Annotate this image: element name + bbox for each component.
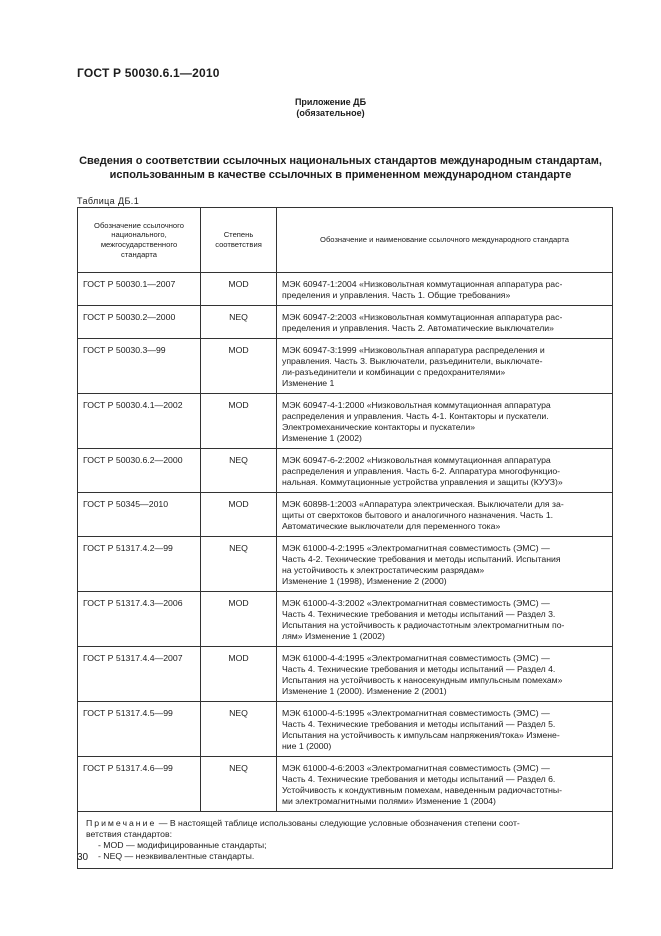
cell-line: ми электромагнитными полями» Изменение 1 (2004) (282, 796, 496, 806)
national-standard-cell: ГОСТ Р 51317.4.3—2006 (78, 592, 201, 647)
cell-line: МЭК 60947-4-1:2000 «Низковольтная коммутационная аппаратура (282, 400, 551, 410)
table-row (78, 339, 613, 394)
cell-line: щиты от сверхтоков бытового и аналогичного назначения. Часть 1. (282, 510, 554, 520)
international-standard-cell (277, 537, 613, 592)
cell-line: МЭК 61000-4-3:2002 «Электромагнитная совместимость (ЭМС) — (282, 598, 550, 608)
cell-line: Автоматические выключатели для переменного тока» (282, 521, 501, 531)
annex-title: Приложение ДБ (294, 97, 367, 107)
international-standard-cell (277, 449, 613, 493)
cell-line: на устойчивость к электростатическим разрядам» (282, 565, 485, 575)
cell-line: Испытания на устойчивость к импульсам напряжения/тока» Измене- (282, 730, 560, 740)
table-row (78, 537, 613, 592)
cell-line: ли-разъединители и комбинации с предохранителями» (282, 367, 506, 377)
international-standard-cell (277, 757, 613, 812)
degree-cell: NEQ (201, 449, 277, 493)
degree-cell: MOD (201, 592, 277, 647)
cell-line: лям» Изменение 1 (2002) (282, 631, 385, 641)
annex-status: (обязательное) (296, 108, 365, 118)
cell-line: МЭК 61000-4-2:1995 «Электромагнитная совместимость (ЭМС) — (282, 543, 550, 553)
degree-cell: MOD (201, 493, 277, 537)
national-standard-cell: ГОСТ Р 51317.4.2—99 (78, 537, 201, 592)
national-standard-cell: ГОСТ Р 50030.6.2—2000 (78, 449, 201, 493)
table-row (78, 306, 613, 339)
standard-code-header: ГОСТ Р 50030.6.1—2010 (77, 66, 220, 80)
header-line: соответствия (215, 240, 262, 249)
note-text: — В настоящей таблице использованы следующие условные обозначения степени соот- (158, 818, 520, 828)
degree-cell: MOD (201, 273, 277, 306)
cell-line: нальная. Коммутационные устройства управления и защиты (КУУЗ)» (282, 477, 563, 487)
table-row (78, 592, 613, 647)
international-standard-cell (277, 339, 613, 394)
cell-line: МЭК 61000-4-6:2003 «Электромагнитная совместимость (ЭМС) — (282, 763, 550, 773)
national-standard-cell: ГОСТ Р 50030.4.1—2002 (78, 394, 201, 449)
international-standard-cell (277, 592, 613, 647)
international-standard-cell (277, 394, 613, 449)
degree-cell: NEQ (201, 757, 277, 812)
header-degree (201, 208, 277, 273)
cell-line: МЭК 60947-2:2003 «Низковольтная коммутационная аппаратура рас- (282, 312, 563, 322)
national-standard-cell: ГОСТ Р 50030.2—2000 (78, 306, 201, 339)
international-standard-cell (277, 273, 613, 306)
table-note (78, 812, 613, 869)
section-title (60, 154, 621, 182)
cell-line: Изменение 1 (2000). Изменение 2 (2001) (282, 686, 447, 696)
page-number: 30 (77, 852, 89, 863)
header-line: Обозначение ссылочного (94, 220, 184, 230)
cell-line: пределения и управления. Часть 1. Общие требования» (282, 290, 511, 300)
cell-line: Изменение 1 (2002) (282, 433, 362, 443)
table-note-row (78, 812, 613, 869)
national-standard-cell: ГОСТ Р 51317.4.5—99 (78, 702, 201, 757)
table-row (78, 394, 613, 449)
cell-line: МЭК 61000-4-5:1995 «Электромагнитная совместимость (ЭМС) — (282, 708, 550, 718)
cell-line: управления. Часть 3. Выключатели, разъединители, выключате- (282, 356, 543, 366)
header-international-standard (277, 208, 613, 273)
note-label: Примечание (86, 818, 157, 828)
section-title-line: Сведения о соответствии ссылочных национальных стандартов международным стандартам, (79, 155, 602, 167)
cell-line: пределения и управления. Часть 2. Автоматические выключатели» (282, 323, 554, 333)
cell-line: Устойчивость к кондуктивным помехам, наведенным радиочастотны- (282, 785, 563, 795)
table-header-row (78, 208, 613, 273)
international-standard-cell (277, 493, 613, 537)
degree-cell: NEQ (201, 537, 277, 592)
cell-line: МЭК 60898-1:2003 «Аппаратура электрическая. Выключатели для за- (282, 499, 564, 509)
degree-cell: MOD (201, 394, 277, 449)
cell-line: распределения и управления. Часть 6-2. Аппаратура многофункцио- (282, 466, 561, 476)
cell-line: ние 1 (2000) (282, 741, 332, 751)
table-row (78, 702, 613, 757)
note-item-mod: - MOD — модифицированные стандарты; (98, 840, 267, 850)
cell-line: Часть 4. Технические требования и методы испытаний — Раздел 3. (282, 609, 556, 619)
cell-line: МЭК 60947-1:2004 «Низковольтная коммутационная аппаратура рас- (282, 279, 563, 289)
header-line: стандарта (121, 249, 157, 259)
table-row (78, 493, 613, 537)
national-standard-cell: ГОСТ Р 50030.1—2007 (78, 273, 201, 306)
international-standard-cell (277, 647, 613, 702)
cell-line: Изменение 1 (1998), Изменение 2 (2000) (282, 576, 447, 586)
header-line: национального, (111, 230, 167, 240)
cell-line: Часть 4. Технические требования и методы испытаний — Раздел 5. (282, 719, 556, 729)
cell-line: Испытания на устойчивость к радиочастотным электромагнитным по- (282, 620, 565, 630)
reference-standards-table (77, 207, 613, 869)
national-standard-cell: ГОСТ Р 51317.4.6—99 (78, 757, 201, 812)
table-row (78, 647, 613, 702)
cell-line: Часть 4-2. Технические требования и методы испытаний. Испытания (282, 554, 561, 564)
note-line: ветствия стандартов: (86, 829, 172, 839)
national-standard-cell: ГОСТ Р 51317.4.4—2007 (78, 647, 201, 702)
cell-line: Испытания на устойчивость к наносекундным импульсным помехам» (282, 675, 563, 685)
cell-line: МЭК 60947-3:1999 «Низковольтная аппаратура распределения и (282, 345, 545, 355)
international-standard-cell (277, 306, 613, 339)
table-label: Таблица ДБ.1 (77, 196, 140, 206)
degree-cell: NEQ (201, 702, 277, 757)
cell-line: распределения и управления. Часть 4-1. Контакторы и пускатели. (282, 411, 549, 421)
table-row (78, 273, 613, 306)
cell-line: МЭК 61000-4-4:1995 «Электромагнитная совместимость (ЭМС) — (282, 653, 550, 663)
cell-line: Часть 4. Технические требования и методы испытаний — Раздел 6. (282, 774, 556, 784)
cell-line: Электромеханические контакторы и пускатели» (282, 422, 476, 432)
header-line: Обозначение и наименование ссылочного международного стандарта (320, 235, 569, 245)
header-line: Степень (223, 230, 254, 240)
degree-cell: MOD (201, 647, 277, 702)
cell-line: Часть 4. Технические требования и методы испытаний — Раздел 4. (282, 664, 556, 674)
section-title-line: использованным в качестве ссылочных в примененном международном стандарте (109, 169, 572, 181)
note-item-neq: - NEQ — неэквивалентные стандарты. (98, 851, 255, 861)
annex-heading (0, 97, 661, 119)
header-line: межгосударственного (100, 240, 178, 249)
table-row (78, 449, 613, 493)
header-national-standard (78, 208, 201, 273)
national-standard-cell: ГОСТ Р 50030.3—99 (78, 339, 201, 394)
note-line (86, 818, 606, 829)
national-standard-cell: ГОСТ Р 50345—2010 (78, 493, 201, 537)
cell-line: МЭК 60947-6-2:2002 «Низковольтная коммутационная аппаратура (282, 455, 551, 465)
degree-cell: MOD (201, 339, 277, 394)
cell-line: Изменение 1 (282, 378, 335, 388)
degree-cell: NEQ (201, 306, 277, 339)
table-row (78, 757, 613, 812)
international-standard-cell (277, 702, 613, 757)
